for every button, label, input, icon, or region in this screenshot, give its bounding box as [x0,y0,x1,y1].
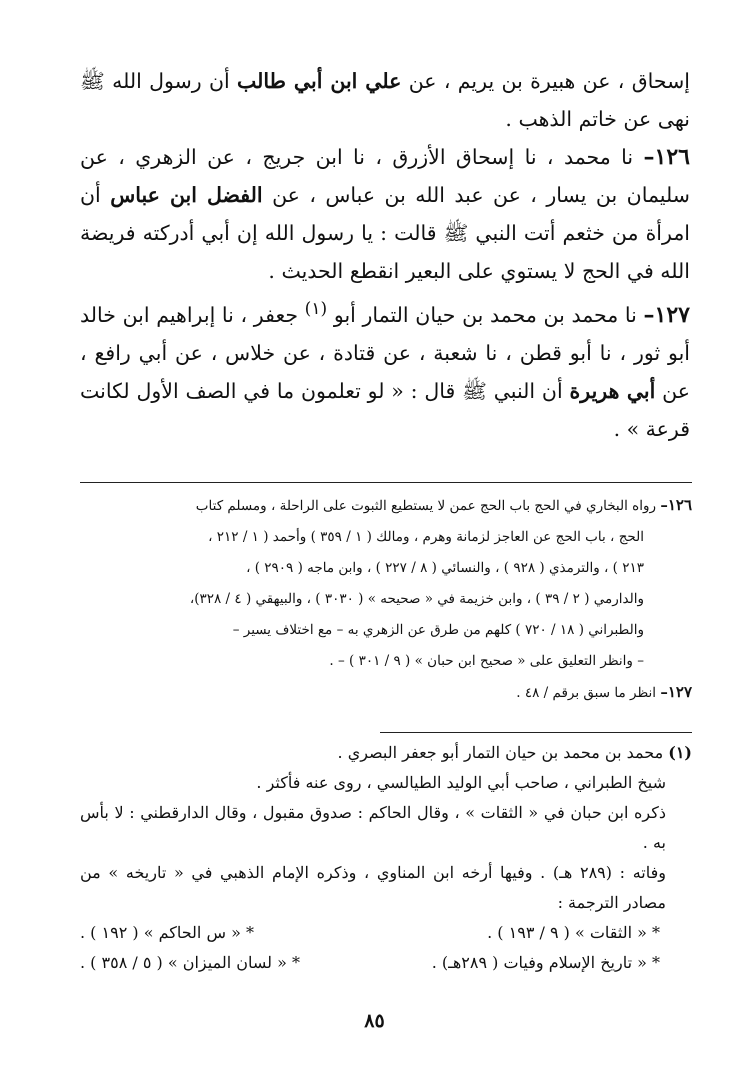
footnote-marker: (١) [668,743,692,762]
note-text: انظر ما سبق برقم / ٤٨ . [516,685,657,701]
main-text [80,62,690,448]
note-text: والدارمي ( ٢ / ٣٩ ) ، وابن خزيمة في « صحيحه » ( ٣٠٣٠ ) ، والبيهقي ( ٤ / ٣٢٨)، [189,591,644,607]
takhrij-notes [80,490,692,709]
note-text: – وانظر التعليق على « صحيح ابن حبان » ( ٩ / ٣٠١ ) – . [329,653,644,669]
sources-row [80,948,692,978]
hadith-number: ١٢٧– [643,301,690,328]
hadith-127 [80,290,690,448]
hadith-126 [80,138,690,290]
narrator-biography [80,738,692,978]
source-ref: * « تاريخ الإسلام وفيات ( ٢٨٩هـ) . [431,953,660,972]
text-segment: أن امرأة من خثعم أتت النبي ﷺ قالت : يا رسول الله إن أبي أدركته فريضة الله في الحج لا يستوي على البعير انقطع الحديث . [80,183,690,283]
text-segment: جعفر ، نا إبراهيم ابن خالد أبو ثور ، نا أبو قطن ، نا شعبة ، عن قتادة ، عن خلاس ، عن أبي رافع ، عن [80,302,690,403]
note-127-line [80,677,692,709]
separator-line [380,732,692,733]
note-text: ٢١٣ ) ، والترمذي ( ٩٢٨ ) ، والنسائي ( ٨ / ٢٢٧ ) ، وابن ماجه ( ٢٩٠٩ ) ، [246,560,644,576]
text-segment: أن النبي ﷺ قال : « لو تعلمون ما في الصف الأول لكانت قرعة » . [80,378,690,441]
note-text: رواه البخاري في الحج باب الحج عمن لا يستطيع الثبوت على الراحلة ، ومسلم كتاب [195,498,657,514]
separator-line [80,482,692,483]
text-segment: نا محمد ، نا إسحاق الأزرق ، نا ابن جريج ، عن الزهري ، عن سليمان بن يسار ، عن عبد الله بن عباس ، عن [80,145,690,207]
narrator-name: أبي هريرة [569,378,656,403]
note-number: ١٢٧– [660,683,692,701]
bio-text: ذكره ابن حبان في « الثقات » ، وقال الحاكم : صدوق مقبول ، وقال الدارقطني : لا بأس به . [80,803,666,852]
narrator-name: الفضل ابن عباس [110,183,263,207]
hadith-125-continuation [80,62,690,138]
text-segment: أن رسول الله ﷺ نهى عن خاتم الذهب . [80,69,690,131]
source-ref: * « لسان الميزان » ( ٥ / ٣٥٨ ) . [80,953,300,972]
bio-text: وفاته : (٢٨٩ هـ) . وفيها أرخه ابن المناوي ، وذكره الإمام الذهبي في « تاريخه » من مصادر الترجمة : [80,863,666,912]
note-text: الحج ، باب الحج عن العاجز لزمانة وهرم ، ومالك ( ١ / ٣٥٩ ) وأحمد ( ١ / ٢١٢ ، [208,529,644,545]
hadith-number: ١٢٦– [643,144,690,170]
note-number: ١٢٦– [660,496,692,514]
note-text: والطبراني ( ١٨ / ٧٢٠ ) كلهم من طرق عن الزهري به – مع اختلاف يسير – [232,622,644,638]
narrator-name: علي ابن أبي طالب [237,69,402,93]
text-segment: إسحاق ، عن هبيرة بن يريم ، عن [408,69,690,93]
text-segment: نا محمد بن محمد بن حيان التمار أبو [333,302,637,327]
bio-text: محمد بن محمد بن حيان التمار أبو جعفر البصري . [337,743,664,762]
bio-text: شيخ الطبراني ، صاحب أبي الوليد الطيالسي ، روى عنه فأكثر . [256,773,666,792]
source-ref: * « الثقات » ( ٩ / ١٩٣ ) . [487,923,660,942]
footnote-ref: (١) [304,299,328,319]
sources-row [80,918,692,948]
source-ref: * « س الحاكم » ( ١٩٢ ) . [80,923,254,942]
page-number: ٨٥ [364,1010,385,1032]
note-126-line [80,490,692,522]
bio-heading [80,738,692,768]
